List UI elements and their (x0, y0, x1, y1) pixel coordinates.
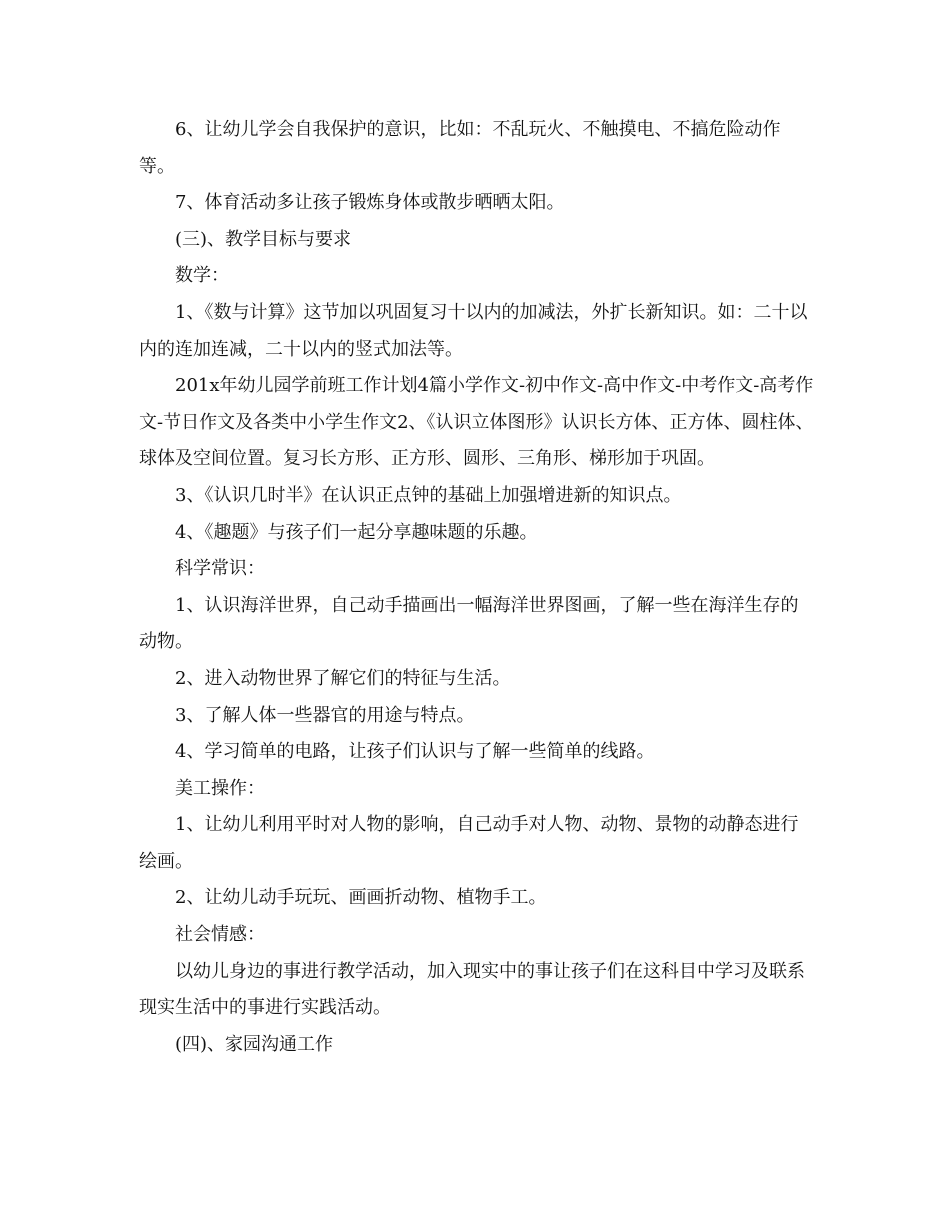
subheading-social: 社会情感： (175, 924, 265, 946)
paragraph-math-2: 201x年幼儿园学前班工作计划4篇小学作文-初中作文-高中作文-中考作文-高考作文-节日作文及各类中小学生作文2、《认识立体图形》认识长方体、正方体、圆柱体、球体及空间位置。复习长方形、正方形、圆形、三角形、梯形加于巩固。 (139, 375, 814, 470)
section-heading-home-communication: (四)、家园沟通工作 (175, 1033, 334, 1055)
paragraph-science-4: 4、学习简单的电路，让孩子们认识与了解一些简单的线路。 (175, 741, 655, 763)
paragraph-science-3: 3、了解人体一些器官的用途与特点。 (175, 704, 475, 726)
paragraph-science-2: 2、进入动物世界了解它们的特征与生活。 (175, 667, 511, 689)
paragraph-math-3: 3、《认识几时半》在认识正点钟的基础上加强增进新的知识点。 (175, 484, 682, 506)
section-heading-teaching-goals: (三)、教学目标与要求 (175, 228, 352, 250)
paragraph-math-4: 4、《趣题》与孩子们一起分享趣味题的乐趣。 (175, 521, 538, 543)
paragraph-social-1: 以幼儿身边的事进行教学活动，加入现实中的事让孩子们在这科目中学习及联系现实生活中的事进行实践活动。 (139, 960, 805, 1019)
subheading-math: 数学： (175, 265, 229, 287)
paragraph-sports-activities: 7、体育活动多让孩子锻炼身体或散步晒晒太阳。 (175, 192, 565, 214)
paragraph-math-1: 1、《数与计算》这节加以巩固复习十以内的加减法，外扩长新知识。如：二十以内的连加连减，二十以内的竖式加法等。 (139, 301, 808, 360)
paragraph-art-2: 2、让幼儿动手玩玩、画画折动物、植物手工。 (175, 887, 547, 909)
subheading-science: 科学常识： (175, 558, 265, 580)
paragraph-science-1: 1、认识海洋世界，自己动手描画出一幅海洋世界图画，了解一些在海洋生存的动物。 (139, 594, 799, 653)
document-page (139, 112, 815, 1063)
paragraph-art-1: 1、让幼儿利用平时对人物的影响，自己动手对人物、动物、景物的动静态进行绘画。 (139, 814, 799, 872)
subheading-art: 美工操作： (175, 777, 265, 799)
paragraph-safety-awareness: 6、让幼儿学会自我保护的意识，比如：不乱玩火、不触摸电、不搞危险动作等。 (139, 119, 781, 177)
